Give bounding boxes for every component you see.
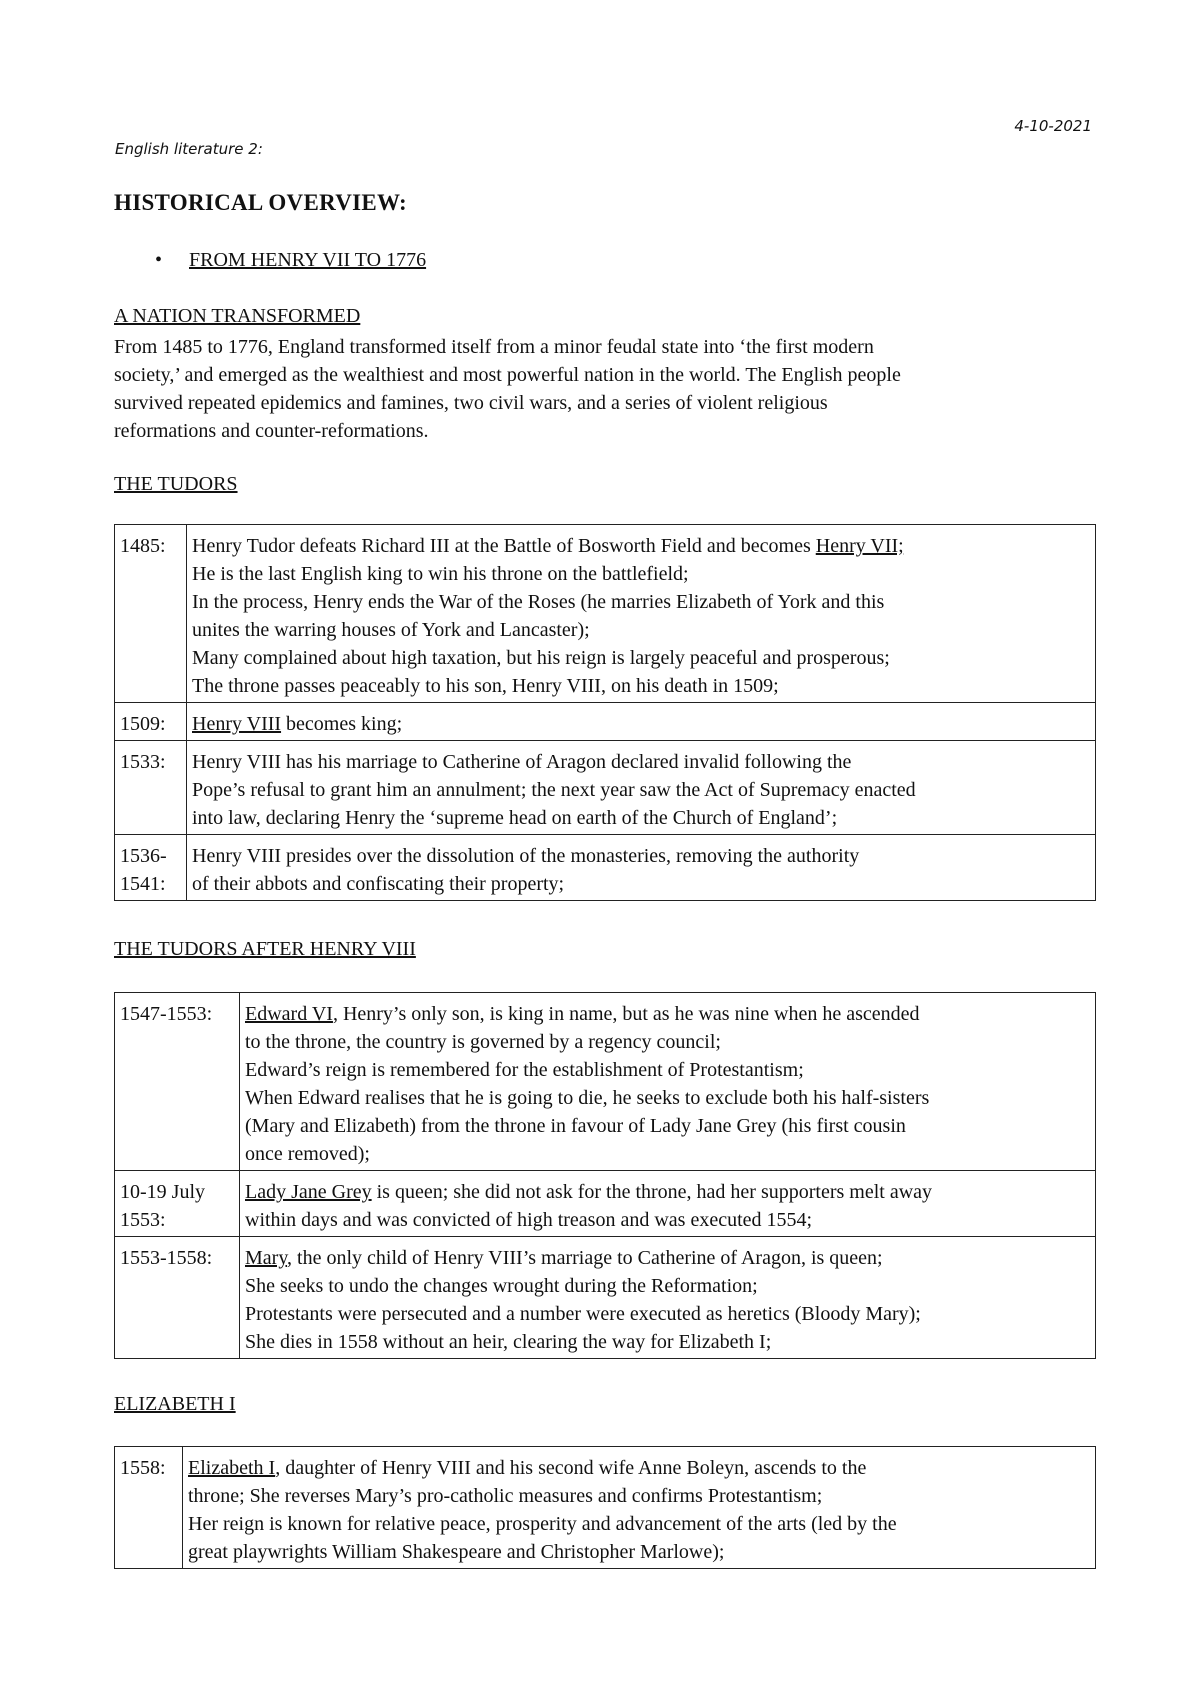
after-henry-timeline-table — [114, 992, 1096, 1359]
event-text: becomes king; — [281, 713, 403, 735]
event-line: great playwrights William Shakespeare and Christopher Marlowe); — [188, 1541, 725, 1563]
event-text: Henry VIII presides over the dissolution of the monasteries, removing the authority — [192, 845, 860, 867]
event-line: Many complained about high taxation, but his reign is largely peaceful and prosperous; — [192, 647, 890, 669]
timeline-event — [187, 525, 1096, 703]
event-line: once removed); — [245, 1143, 370, 1165]
paragraph-line: From 1485 to 1776, England transformed itself from a minor feudal state into ‘the first modern — [114, 336, 874, 358]
timeline-row — [115, 741, 1096, 835]
paragraph-nation-transformed — [114, 333, 1094, 445]
tudors-timeline-table — [114, 524, 1096, 901]
ruler-name: Henry VIII — [192, 713, 282, 735]
event-text: , Henry’s only son, is king in name, but as he was nine when he ascended — [332, 1003, 920, 1025]
timeline-event — [183, 1447, 1096, 1569]
event-line: (Mary and Elizabeth) from the throne in favour of Lady Jane Grey (his first cousin — [245, 1115, 906, 1137]
ruler-name: Henry VII; — [815, 535, 904, 557]
heading-tudors-after-henry-viii: THE TUDORS AFTER HENRY VIII — [114, 938, 416, 960]
bullet-item — [155, 249, 426, 272]
timeline-year: 1558: — [115, 1447, 183, 1569]
event-text: is queen; she did not ask for the throne, had her supporters melt away — [371, 1181, 933, 1203]
event-lead-line — [245, 1178, 1091, 1206]
event-lead-line — [192, 710, 1091, 738]
event-line: She dies in 1558 without an heir, clearing the way for Elizabeth I; — [245, 1331, 772, 1353]
event-text: , daughter of Henry VIII and his second wife Anne Boleyn, ascends to the — [275, 1457, 867, 1479]
timeline-year: 1536-1541: — [115, 835, 187, 901]
timeline-event — [240, 993, 1096, 1171]
event-text: Henry VIII has his marriage to Catherine of Aragon declared invalid following the — [192, 751, 852, 773]
timeline-year: 10-19 July 1553: — [115, 1171, 240, 1237]
timeline-event — [187, 703, 1096, 741]
event-line: He is the last English king to win his throne on the battlefield; — [192, 563, 689, 585]
event-line: The throne passes peaceably to his son, Henry VIII, on his death in 1509; — [192, 675, 779, 697]
paragraph-line: society,’ and emerged as the wealthiest and most powerful nation in the world. The English people — [114, 364, 901, 386]
timeline-event — [187, 835, 1096, 901]
event-line: of their abbots and confiscating their property; — [192, 873, 565, 895]
event-line: When Edward realises that he is going to die, he seeks to exclude both his half-sisters — [245, 1087, 930, 1109]
heading-elizabeth-i: ELIZABETH I — [114, 1393, 236, 1415]
ruler-name: Mary — [245, 1247, 288, 1269]
event-lead-line — [192, 748, 1091, 776]
heading-the-tudors: THE TUDORS — [114, 473, 238, 495]
course-title: English literature 2: — [115, 140, 263, 158]
timeline-row — [115, 1171, 1096, 1237]
timeline-year: 1547-1553: — [115, 993, 240, 1171]
event-line: Protestants were persecuted and a number were executed as heretics (Bloody Mary); — [245, 1303, 921, 1325]
event-text: Henry Tudor defeats Richard III at the Battle of Bosworth Field and becomes — [192, 535, 816, 557]
event-line: She seeks to undo the changes wrought during the Reformation; — [245, 1275, 758, 1297]
ruler-name: Elizabeth I — [188, 1457, 276, 1479]
timeline-event — [240, 1171, 1096, 1237]
event-line: within days and was convicted of high treason and was executed 1554; — [245, 1209, 813, 1231]
timeline-row — [115, 703, 1096, 741]
timeline-year: 1553-1558: — [115, 1237, 240, 1359]
timeline-year: 1485: — [115, 525, 187, 703]
ruler-name: Lady Jane Grey — [245, 1181, 372, 1203]
timeline-row — [115, 1447, 1096, 1569]
event-line: Her reign is known for relative peace, prosperity and advancement of the arts (led by the — [188, 1513, 897, 1535]
timeline-row — [115, 835, 1096, 901]
paragraph-line: survived repeated epidemics and famines, two civil wars, and a series of violent religious — [114, 392, 828, 414]
paragraph-line: reformations and counter-reformations. — [114, 420, 429, 442]
event-lead-line — [192, 842, 1091, 870]
page-title: HISTORICAL OVERVIEW: — [114, 190, 407, 215]
bullet-text: FROM HENRY VII TO 1776 — [189, 249, 427, 271]
timeline-year: 1533: — [115, 741, 187, 835]
elizabeth-timeline-table — [114, 1446, 1096, 1569]
event-line: throne; She reverses Mary’s pro-catholic measures and confirms Protestantism; — [188, 1485, 823, 1507]
event-line: In the process, Henry ends the War of the Roses (he marries Elizabeth of York and this — [192, 591, 885, 613]
timeline-event — [240, 1237, 1096, 1359]
timeline-row — [115, 525, 1096, 703]
ruler-name: Edward VI — [245, 1003, 333, 1025]
timeline-row — [115, 993, 1096, 1171]
event-text: , the only child of Henry VIII’s marriage to Catherine of Aragon, is queen; — [287, 1247, 883, 1269]
timeline-event — [187, 741, 1096, 835]
timeline-row — [115, 1237, 1096, 1359]
event-line: Edward’s reign is remembered for the establishment of Protestantism; — [245, 1059, 804, 1081]
event-lead-line — [245, 1244, 1091, 1272]
document-date: 4-10-2021 — [1014, 117, 1092, 135]
event-lead-line — [245, 1000, 1091, 1028]
heading-nation-transformed: A NATION TRANSFORMED — [114, 305, 361, 327]
bullet-symbol: • — [155, 249, 163, 271]
event-lead-line — [192, 532, 1091, 560]
event-lead-line — [188, 1454, 1091, 1482]
timeline-year: 1509: — [115, 703, 187, 741]
event-line: to the throne, the country is governed by a regency council; — [245, 1031, 721, 1053]
event-line: unites the warring houses of York and Lancaster); — [192, 619, 590, 641]
event-line: into law, declaring Henry the ‘supreme head on earth of the Church of England’; — [192, 807, 838, 829]
event-line: Pope’s refusal to grant him an annulment; the next year saw the Act of Supremacy enacted — [192, 779, 916, 801]
